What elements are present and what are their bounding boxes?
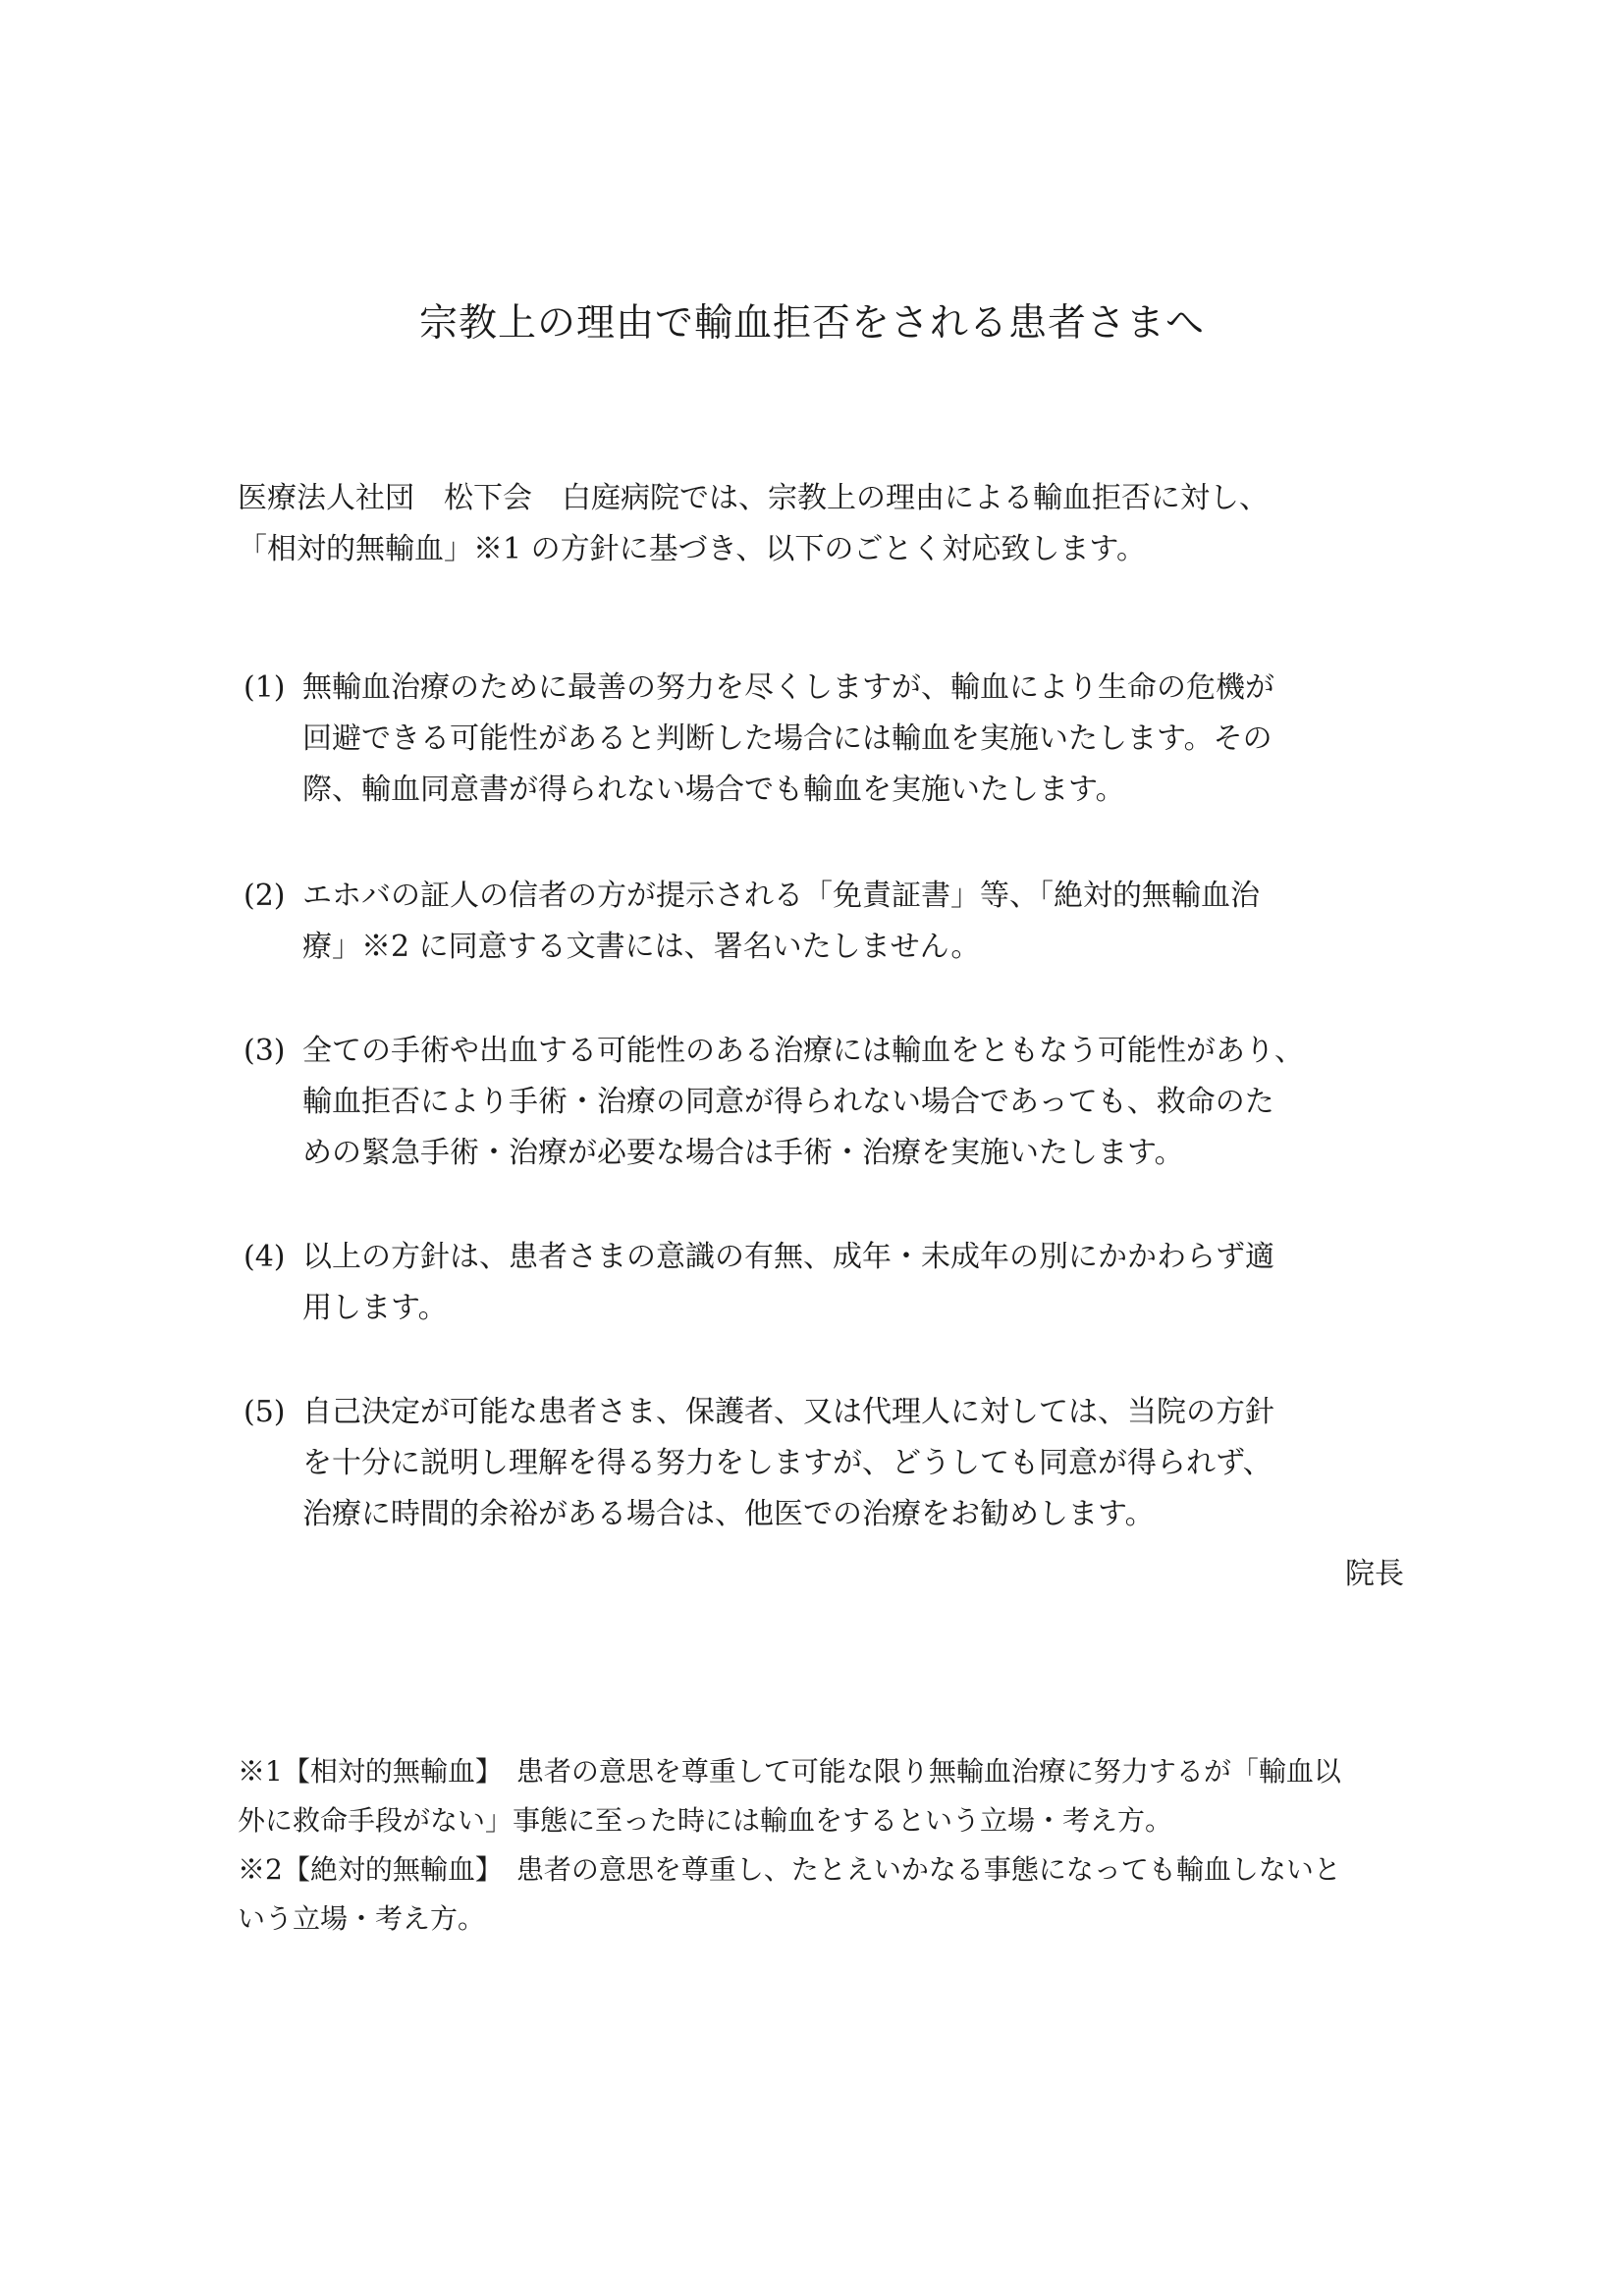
footnote-line: ※1【相対的無輸血】 患者の意思を尊重して可能な限り無輸血治療に努力するが「輸血以: [238, 1755, 1341, 1788]
policy-item-text: [302, 1387, 1274, 1540]
policy-item-line: 無輸血治療のために最善の努力を尽くしますが、輸血により生命の危機が: [302, 670, 1274, 705]
page-title: 宗教上の理由で輸血拒否をされる患者さまへ: [418, 301, 1205, 346]
policy-item-line: 以上の方針は、患者さまの意識の有無、成年・未成年の別にかかわらず適: [302, 1240, 1274, 1274]
policy-item-line: 際、輸血同意書が得られない場合でも輸血を実施いたします。: [302, 773, 1125, 807]
policy-item-line: 用します。: [302, 1291, 448, 1325]
signature: 院長: [1345, 1557, 1404, 1591]
policy-item-line: 治療に時間的余裕がある場合は、他医での治療をお勧めします。: [302, 1497, 1155, 1531]
policy-item: [244, 871, 1260, 973]
policy-item: [244, 1026, 1304, 1179]
policy-item-number: (3): [244, 1034, 286, 1068]
policy-item: [244, 1387, 1274, 1540]
intro-paragraph: [238, 473, 1416, 575]
policy-item-text: [302, 663, 1274, 816]
policy-item-number: (4): [244, 1240, 286, 1274]
intro-line: 医療法人社団 松下会 白庭病院では、宗教上の理由による輸血拒否に対し、: [238, 481, 1269, 515]
policy-item-line: エホバの証人の信者の方が提示される「免責証書」等、「絶対的無輸血治: [302, 879, 1260, 913]
footnote-line: いう立場・考え方。: [238, 1902, 486, 1935]
policy-item: [244, 1232, 1274, 1334]
policy-item-line: 自己決定が可能な患者さま、保護者、又は代理人に対しては、当院の方針: [302, 1395, 1274, 1429]
intro-line: 「相対的無輸血」※1 の方針に基づき、以下のごとく対応致します。: [238, 532, 1147, 566]
policy-item: [244, 663, 1274, 816]
policy-item-number: (5): [244, 1395, 286, 1429]
policy-item-text: [302, 1026, 1304, 1179]
footnote-line: ※2【絶対的無輸血】 患者の意思を尊重し、たとえいかなる事態になっても輸血しないと: [238, 1853, 1341, 1886]
policy-item-line: 回避できる可能性があると判断した場合には輸血を実施いたします。その: [302, 721, 1272, 756]
policy-item-text: [302, 1232, 1274, 1334]
policy-item-line: を十分に説明し理解を得る努力をしますが、どうしても同意が得られず、: [302, 1446, 1272, 1480]
policy-item-line: 療」※2 に同意する文書には、署名いたしません。: [302, 930, 981, 964]
footnote-line: 外に救命手段がない」事態に至った時には輸血をするという立場・考え方。: [238, 1804, 1173, 1837]
policy-item-line: 全ての手術や出血する可能性のある治療には輸血をともなう可能性があり、: [302, 1034, 1304, 1068]
policy-item-number: (1): [244, 670, 286, 705]
policy-item-text: [302, 871, 1260, 973]
policy-item-line: めの緊急手術・治療が必要な場合は手術・治療を実施いたします。: [302, 1136, 1184, 1170]
footnotes: [238, 1747, 1416, 1944]
policy-item-number: (2): [244, 879, 286, 913]
policy-item-line: 輸血拒否により手術・治療の同意が得られない場合であっても、救命のた: [302, 1085, 1274, 1119]
